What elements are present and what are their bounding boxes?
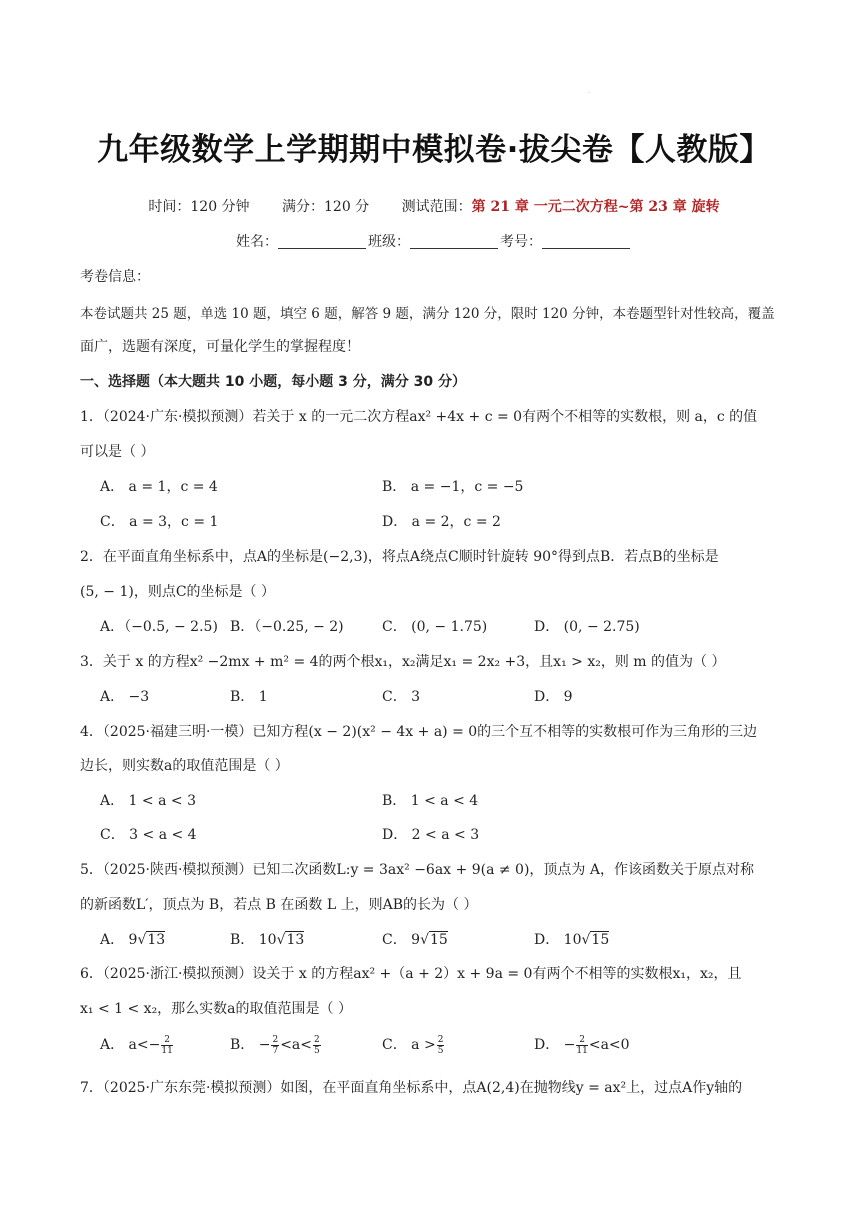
q6-b-fraction-1 — [271, 1035, 279, 1056]
q6-a-denominator: 11 — [161, 1045, 173, 1056]
q6-b-denominator-1: 7 — [272, 1045, 279, 1056]
q6-b-denominator-2: 5 — [314, 1045, 320, 1056]
q5-c-coef: C． 9 — [382, 932, 421, 948]
name-blank[interactable] — [278, 234, 366, 249]
q6-a-text: A． a<− — [100, 1037, 161, 1053]
q3-option-d[interactable]: D． 9 — [534, 689, 573, 705]
q5-d-radicand: 15 — [591, 932, 610, 948]
q3-option-b[interactable]: B． 1 — [230, 689, 268, 705]
exam-meta — [0, 196, 868, 216]
q6-b-text: B． − — [230, 1037, 271, 1053]
q5-a-radicand: 13 — [147, 932, 166, 948]
test-range-value: 第 21 章 一元二次方程~第 23 章 旋转 — [471, 199, 720, 215]
q5-option-a[interactable]: A． 9√13 — [100, 932, 166, 948]
q6-option-a[interactable] — [100, 1034, 174, 1056]
q5-option-c[interactable]: C． 9√15 — [382, 932, 448, 948]
page-mark: · — [588, 90, 590, 97]
q6-stem-2: x₁ < 1 < x₂，那么实数a的取值范围是（ ） — [80, 1001, 352, 1017]
q6-d-numerator: 2 — [576, 1035, 587, 1046]
q5-option-b[interactable]: B． 10√13 — [230, 932, 305, 948]
q6-a-numerator: 2 — [161, 1035, 172, 1046]
q1-stem-1: 1．（2024·广东·模拟预测）若关于 x 的一元二次方程ax² +4x + c = 0有两个不相等的实数根，则 a，c 的值 — [80, 409, 758, 425]
q1-option-d[interactable]: D． a = 2，c = 2 — [382, 514, 501, 530]
section-heading: 一、选择题（本大题共 10 小题，每小题 3 分，满分 30 分） — [80, 374, 466, 390]
q5-d-coef: D． 10 — [534, 932, 582, 948]
id-blank[interactable] — [542, 234, 630, 249]
q6-d-tail: <a<0 — [588, 1037, 630, 1053]
q4-option-a[interactable]: A． 1 < a < 3 — [100, 793, 196, 809]
q4-stem-2: 边长，则实数a的取值范围是（ ） — [80, 758, 289, 774]
q6-d-fraction — [576, 1035, 587, 1056]
q6-b-middle: <a< — [280, 1037, 313, 1053]
q6-d-text: D． − — [534, 1037, 576, 1053]
class-label: 班级： — [368, 234, 410, 250]
q1-stem-2: 可以是（ ） — [80, 444, 155, 460]
q2-option-b[interactable]: B．（−0.25, − 2) — [230, 619, 344, 635]
q2-stem-2: (5, − 1)，则点C的坐标是（ ） — [80, 584, 275, 600]
test-range-label: 测试范围： — [401, 199, 472, 215]
q5-b-radicand: 13 — [286, 932, 305, 948]
student-info — [0, 231, 868, 251]
q2-option-d[interactable]: D． (0, − 2.75) — [534, 619, 640, 635]
q1-option-b[interactable]: B． a = −1，c = −5 — [382, 479, 524, 495]
q6-b-fraction-2 — [313, 1035, 321, 1056]
info-heading: 考卷信息： — [80, 269, 150, 285]
q3-stem-1: 3．关于 x 的方程x² −2mx + m² = 4的两个根x₁，x₂满足x₁ = 2x₂ +3，且x₁ > x₂，则 m 的值为（ ） — [80, 654, 726, 670]
info-line-1: 本卷试题共 25 题，单选 10 题，填空 6 题，解答 9 题，满分 120 分，限时 120 分钟，本卷题型针对性较高，覆盖 — [80, 306, 775, 322]
q5-option-d[interactable]: D． 10√15 — [534, 932, 610, 948]
q2-option-c[interactable]: C． (0, − 1.75) — [382, 619, 488, 635]
q4-option-d[interactable]: D． 2 < a < 3 — [382, 827, 480, 843]
q6-a-fraction — [161, 1035, 172, 1056]
q4-option-b[interactable]: B． 1 < a < 4 — [382, 793, 479, 809]
test-range — [402, 199, 720, 215]
q5-stem-1: 5．（2025·陕西·模拟预测）已知二次函数L:y = 3ax² −6ax + 9(a ≠ 0)，顶点为 A，作该函数关于原点对称 — [80, 862, 754, 878]
q3-option-a[interactable]: A． −3 — [100, 689, 150, 705]
q6-option-d[interactable] — [534, 1034, 630, 1056]
q6-c-text: C． a > — [382, 1037, 436, 1053]
q3-option-c[interactable]: C． 3 — [382, 689, 421, 705]
time-limit: 时间：120 分钟 — [148, 199, 250, 215]
q2-stem-1: 2．在平面直角坐标系中，点A的坐标是(−2,3)，将点A绕点C顺时针旋转 90°得到点B．若点B的坐标是 — [80, 549, 719, 565]
class-blank[interactable] — [410, 234, 498, 249]
q6-b-numerator-2: 2 — [314, 1034, 320, 1045]
page-title: 九年级数学上学期期中模拟卷·拔尖卷【人教版】 — [97, 132, 771, 168]
full-score: 满分：120 分 — [282, 199, 370, 215]
q6-c-denominator: 5 — [437, 1045, 444, 1056]
q2-option-a[interactable]: A．（−0.5, − 2.5) — [100, 619, 218, 635]
q6-c-numerator: 2 — [437, 1034, 444, 1045]
q6-stem-1: 6．（2025·浙江·模拟预测）设关于 x 的方程ax² +（a + 2）x + 9a = 0有两个不相等的实数根x₁，x₂，且 — [80, 966, 742, 982]
q7-stem-1: 7．（2025·广东东莞·模拟预测）如图，在平面直角坐标系中，点A(2,4)在抛物线y = ax²上，过点A作y轴的 — [80, 1080, 743, 1096]
info-line-2: 面广，选题有深度，可量化学生的掌握程度！ — [80, 339, 360, 355]
q5-a-coef: A． 9 — [100, 932, 138, 948]
q5-c-radicand: 15 — [430, 932, 448, 948]
q1-option-a[interactable]: A． a = 1，c = 4 — [100, 479, 218, 495]
q6-b-numerator-1: 2 — [272, 1034, 279, 1045]
q6-option-b[interactable] — [230, 1034, 322, 1056]
name-label: 姓名： — [236, 234, 278, 250]
q4-stem-1: 4．（2025·福建三明·一模）已知方程(x − 2)(x² − 4x + a) = 0的三个互不相等的实数根可作为三角形的三边 — [80, 724, 758, 740]
q1-option-c[interactable]: C． a = 3，c = 1 — [100, 514, 219, 530]
id-label: 考号： — [500, 234, 542, 250]
q5-stem-2: 的新函数L′，顶点为 B，若点 B 在函数 L 上，则AB的长为（ ） — [80, 897, 478, 913]
q6-d-denominator: 11 — [576, 1045, 588, 1056]
q5-b-coef: B． 10 — [230, 932, 277, 948]
q6-option-c[interactable] — [382, 1034, 445, 1056]
q4-option-c[interactable]: C． 3 < a < 4 — [100, 827, 197, 843]
q6-c-fraction — [437, 1035, 445, 1056]
